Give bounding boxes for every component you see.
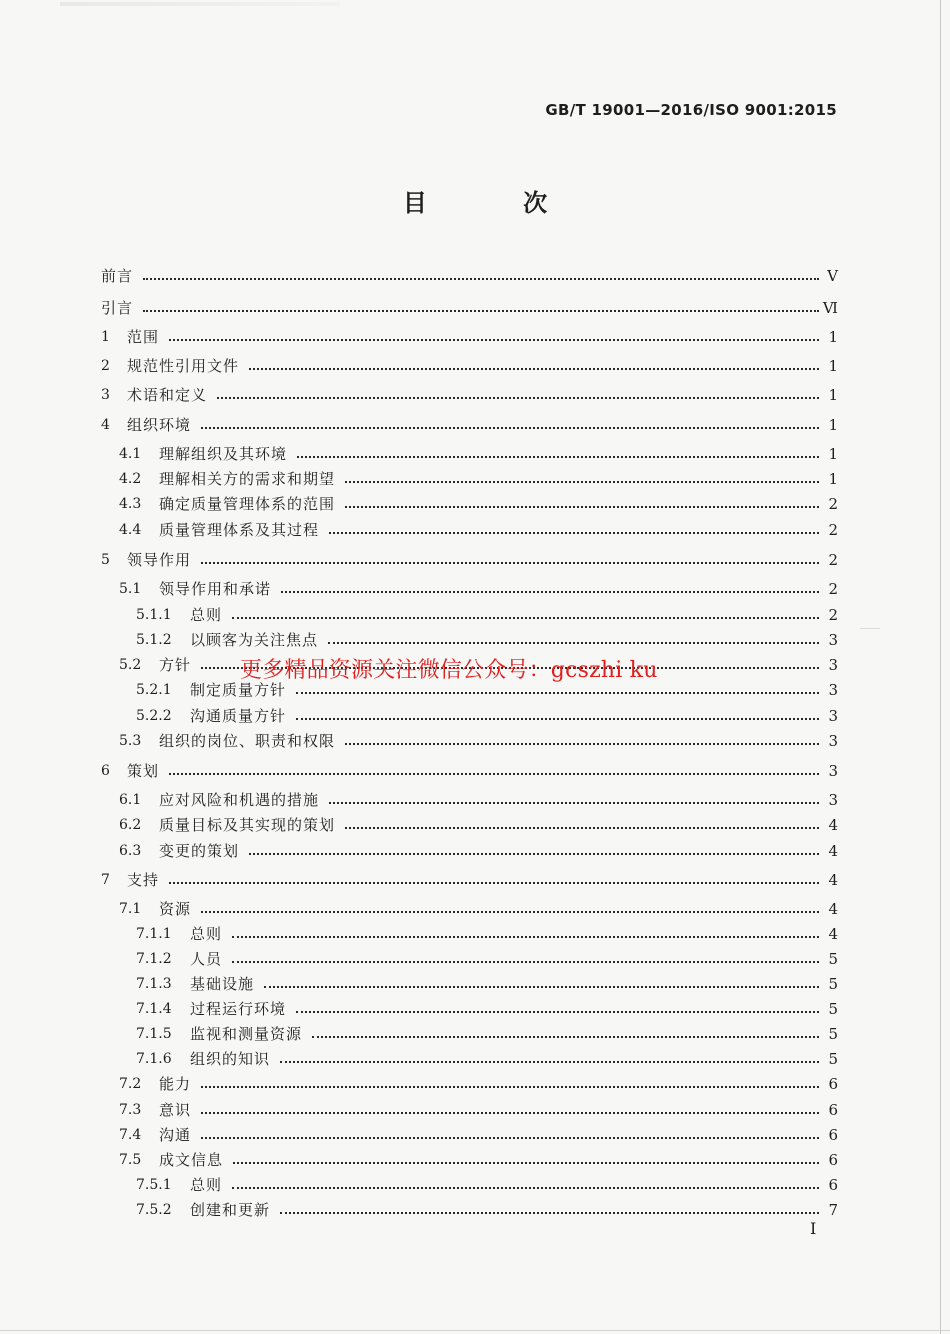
toc-leader-dots (328, 642, 819, 644)
toc-entry[interactable] (0, 468, 950, 490)
toc-entry[interactable] (0, 384, 950, 406)
toc-leader-dots (201, 1112, 819, 1114)
toc-entry-number: 4.2 (119, 471, 142, 487)
toc-leader-dots (264, 986, 819, 988)
toc-entry-label: 领导作用 (127, 551, 192, 569)
toc-entry[interactable] (0, 1149, 950, 1171)
toc-entry[interactable] (0, 840, 950, 862)
toc-entry-label: 理解相关方的需求和期望 (159, 470, 336, 488)
toc-entry[interactable] (0, 998, 950, 1020)
toc-leader-dots (281, 591, 819, 593)
toc-leader-dots (345, 506, 819, 508)
toc-entry-number: 7.1.4 (136, 1001, 172, 1017)
standard-code: GB/T 19001—2016/ISO 9001:2015 (545, 101, 837, 119)
toc-entry[interactable] (0, 973, 950, 995)
toc-entry-page: 3 (828, 732, 838, 750)
toc-entry[interactable] (0, 1048, 950, 1070)
toc-leader-dots (201, 911, 819, 913)
toc-leader-dots (232, 617, 819, 619)
toc-entry-page: 1 (828, 357, 838, 375)
toc-leader-dots (312, 1036, 819, 1038)
toc-entry-number: 7.1.5 (136, 1026, 172, 1042)
toc-entry-label: 总则 (190, 1176, 223, 1194)
toc-entry-label: 监视和测量资源 (190, 1025, 303, 1043)
toc-entry[interactable] (0, 705, 950, 727)
toc-leader-dots (297, 456, 819, 458)
toc-entry-page: 6 (828, 1126, 838, 1144)
toc-entry-label: 能力 (159, 1075, 192, 1093)
toc-entry-label: 以顾客为关注焦点 (190, 631, 319, 649)
toc-entry-page: 5 (828, 950, 838, 968)
toc-entry[interactable] (0, 869, 950, 891)
toc-entry-page: 1 (828, 386, 838, 404)
toc-leader-dots (233, 1162, 819, 1164)
toc-entry-number: 7.2 (119, 1076, 142, 1092)
toc-entry[interactable] (0, 730, 950, 752)
toc-entry-label: 理解组织及其环境 (159, 445, 288, 463)
toc-leader-dots (329, 532, 819, 534)
toc-entry-page: 6 (828, 1075, 838, 1093)
toc-entry-number: 5.2.2 (136, 708, 172, 724)
watermark-text: 更多精品资源关注微信公众号：gcszhi ku (240, 658, 658, 683)
toc-entry-number: 5 (101, 552, 110, 568)
toc-entry-page: Ⅴ (827, 267, 838, 285)
toc-entry-label: 沟通 (159, 1126, 192, 1144)
toc-entry-page: 7 (828, 1201, 838, 1219)
toc-entry-page: 2 (828, 551, 838, 569)
toc-entry[interactable] (0, 355, 950, 377)
toc-entry-label: 资源 (159, 900, 192, 918)
toc-entry-number: 4.4 (119, 522, 142, 538)
toc-entry-label: 基础设施 (190, 975, 255, 993)
toc-leader-dots (232, 1187, 819, 1189)
toc-entry-number: 4 (101, 417, 110, 433)
toc-entry-number: 1 (101, 329, 110, 345)
toc-leader-dots (296, 718, 819, 720)
toc-leader-dots (280, 1061, 819, 1063)
toc-entry-page: 4 (828, 900, 838, 918)
toc-entry-label: 过程运行环境 (190, 1000, 287, 1018)
toc-entry-page: 2 (828, 580, 838, 598)
toc-entry-number: 7.1.1 (136, 926, 172, 942)
toc-entry[interactable] (0, 789, 950, 811)
toc-leader-dots (249, 853, 819, 855)
toc-entry[interactable] (0, 629, 950, 651)
toc-leader-dots (345, 743, 819, 745)
toc-entry[interactable] (0, 265, 950, 287)
toc-leader-dots (345, 481, 819, 483)
toc-entry-label: 领导作用和承诺 (159, 580, 272, 598)
toc-leader-dots (169, 882, 819, 884)
toc-entry-number: 6 (101, 763, 110, 779)
toc-entry-page: 1 (828, 470, 838, 488)
toc-entry[interactable] (0, 923, 950, 945)
toc-entry-number: 4.3 (119, 496, 142, 512)
toc-entry-number: 5.1 (119, 581, 142, 597)
toc-entry-label: 组织环境 (127, 416, 192, 434)
toc-entry-label: 引言 (101, 299, 134, 317)
page-title: 目 次 (402, 189, 592, 217)
toc-leader-dots (201, 427, 819, 429)
toc-entry[interactable] (0, 1073, 950, 1095)
toc-leader-dots (296, 692, 819, 694)
toc-entry[interactable] (0, 578, 950, 600)
toc-leader-dots (329, 802, 819, 804)
toc-entry[interactable] (0, 326, 950, 348)
toc-entry-page: 5 (828, 1025, 838, 1043)
toc-entry-number: 5.2.1 (136, 682, 172, 698)
toc-entry-number: 5.1.2 (136, 632, 172, 648)
toc-leader-dots (201, 562, 819, 564)
toc-entry-number: 6.3 (119, 843, 142, 859)
toc-entry[interactable] (0, 604, 950, 626)
toc-entry-page: 6 (828, 1101, 838, 1119)
page-number: I (810, 1219, 817, 1238)
toc-entry-page: 5 (828, 975, 838, 993)
toc-entry-page: 1 (828, 416, 838, 434)
toc-entry[interactable] (0, 519, 950, 541)
toc-entry-page: 3 (828, 681, 838, 699)
toc-entry-number: 3 (101, 387, 110, 403)
toc-entry[interactable] (0, 414, 950, 436)
toc-entry-label: 变更的策划 (159, 842, 240, 860)
toc-entry-label: 前言 (101, 267, 134, 285)
toc-leader-dots (143, 310, 819, 312)
toc-entry-page: 2 (828, 521, 838, 539)
toc-entry-number: 7.3 (119, 1102, 142, 1118)
toc-leader-dots (280, 1212, 819, 1214)
toc-entry-label: 质量管理体系及其过程 (159, 521, 320, 539)
toc-entry-page: 3 (828, 631, 838, 649)
toc-entry-number: 7.5 (119, 1152, 142, 1168)
toc-entry-label: 策划 (127, 762, 160, 780)
toc-entry-page: 2 (828, 606, 838, 624)
toc-entry-page: 3 (828, 762, 838, 780)
toc-entry-page: 5 (828, 1050, 838, 1068)
toc-leader-dots (169, 773, 819, 775)
toc-entry-page: 4 (828, 871, 838, 889)
toc-leader-dots (201, 1086, 819, 1088)
toc-entry-label: 制定质量方针 (190, 681, 287, 699)
toc-entry-page: 3 (828, 791, 838, 809)
toc-entry[interactable] (0, 1124, 950, 1146)
toc-entry-page: 3 (828, 656, 838, 674)
toc-leader-dots (201, 1137, 819, 1139)
toc-entry-page: 1 (828, 328, 838, 346)
toc-entry-number: 6.2 (119, 817, 142, 833)
toc-entry-label: 方针 (159, 656, 192, 674)
toc-entry-page: 6 (828, 1176, 838, 1194)
toc-entry-number: 7.5.1 (136, 1177, 172, 1193)
toc-entry-label: 组织的岗位、职责和权限 (159, 732, 336, 750)
toc-entry[interactable] (0, 814, 950, 836)
toc-entry-label: 组织的知识 (190, 1050, 271, 1068)
toc-entry-label: 范围 (127, 328, 160, 346)
toc-leader-dots (345, 827, 819, 829)
toc-leader-dots (249, 368, 819, 370)
toc-leader-dots (232, 961, 819, 963)
toc-entry[interactable] (0, 948, 950, 970)
toc-entry-label: 术语和定义 (127, 386, 208, 404)
toc-entry-page: 6 (828, 1151, 838, 1169)
toc-entry-number: 6.1 (119, 792, 142, 808)
toc-entry-page: 4 (828, 925, 838, 943)
toc-entry-page: 4 (828, 816, 838, 834)
toc-entry-label: 支持 (127, 871, 160, 889)
toc-entry-label: 规范性引用文件 (127, 357, 240, 375)
toc-entry-label: 人员 (190, 950, 223, 968)
toc-entry-number: 4.1 (119, 446, 142, 462)
toc-entry[interactable] (0, 443, 950, 465)
toc-entry-label: 意识 (159, 1101, 192, 1119)
toc-entry-number: 7.1.3 (136, 976, 172, 992)
toc-entry-number: 2 (101, 358, 110, 374)
toc-entry-number: 7.1.6 (136, 1051, 172, 1067)
toc-entry-label: 确定质量管理体系的范围 (159, 495, 336, 513)
toc-leader-dots (296, 1011, 819, 1013)
toc-entry[interactable] (0, 898, 950, 920)
toc-entry[interactable] (0, 297, 950, 319)
toc-entry-number: 7 (101, 872, 110, 888)
toc-entry-label: 沟通质量方针 (190, 707, 287, 725)
toc-leader-dots (143, 278, 819, 280)
toc-entry-number: 7.5.2 (136, 1202, 172, 1218)
toc-entry-page: 4 (828, 842, 838, 860)
toc-entry-page: 3 (828, 707, 838, 725)
toc-entry-label: 创建和更新 (190, 1201, 271, 1219)
toc-entry[interactable] (0, 1023, 950, 1045)
toc-entry-number: 5.3 (119, 733, 142, 749)
toc-entry[interactable] (0, 760, 950, 782)
toc-entry-label: 应对风险和机遇的措施 (159, 791, 320, 809)
toc-entry-page: Ⅵ (822, 299, 838, 317)
toc-entry-page: 1 (828, 445, 838, 463)
toc-entry[interactable] (0, 549, 950, 571)
toc-entry-label: 成文信息 (159, 1151, 224, 1169)
toc-leader-dots (232, 936, 819, 938)
toc-entry-label: 总则 (190, 925, 223, 943)
toc-entry-number: 7.1.2 (136, 951, 172, 967)
toc-entry-number: 5.1.1 (136, 607, 172, 623)
toc-entry[interactable] (0, 493, 950, 515)
toc-entry-number: 5.2 (119, 657, 142, 673)
toc-entry[interactable] (0, 1174, 950, 1196)
toc-leader-dots (169, 339, 819, 341)
toc-leader-dots (217, 397, 819, 399)
toc-entry-label: 总则 (190, 606, 223, 624)
toc-entry-number: 7.4 (119, 1127, 142, 1143)
toc-entry[interactable] (0, 1199, 950, 1221)
toc-entry[interactable] (0, 1099, 950, 1121)
toc-entry-page: 2 (828, 495, 838, 513)
toc-entry-page: 5 (828, 1000, 838, 1018)
toc-entry-label: 质量目标及其实现的策划 (159, 816, 336, 834)
toc-entry-number: 7.1 (119, 901, 142, 917)
